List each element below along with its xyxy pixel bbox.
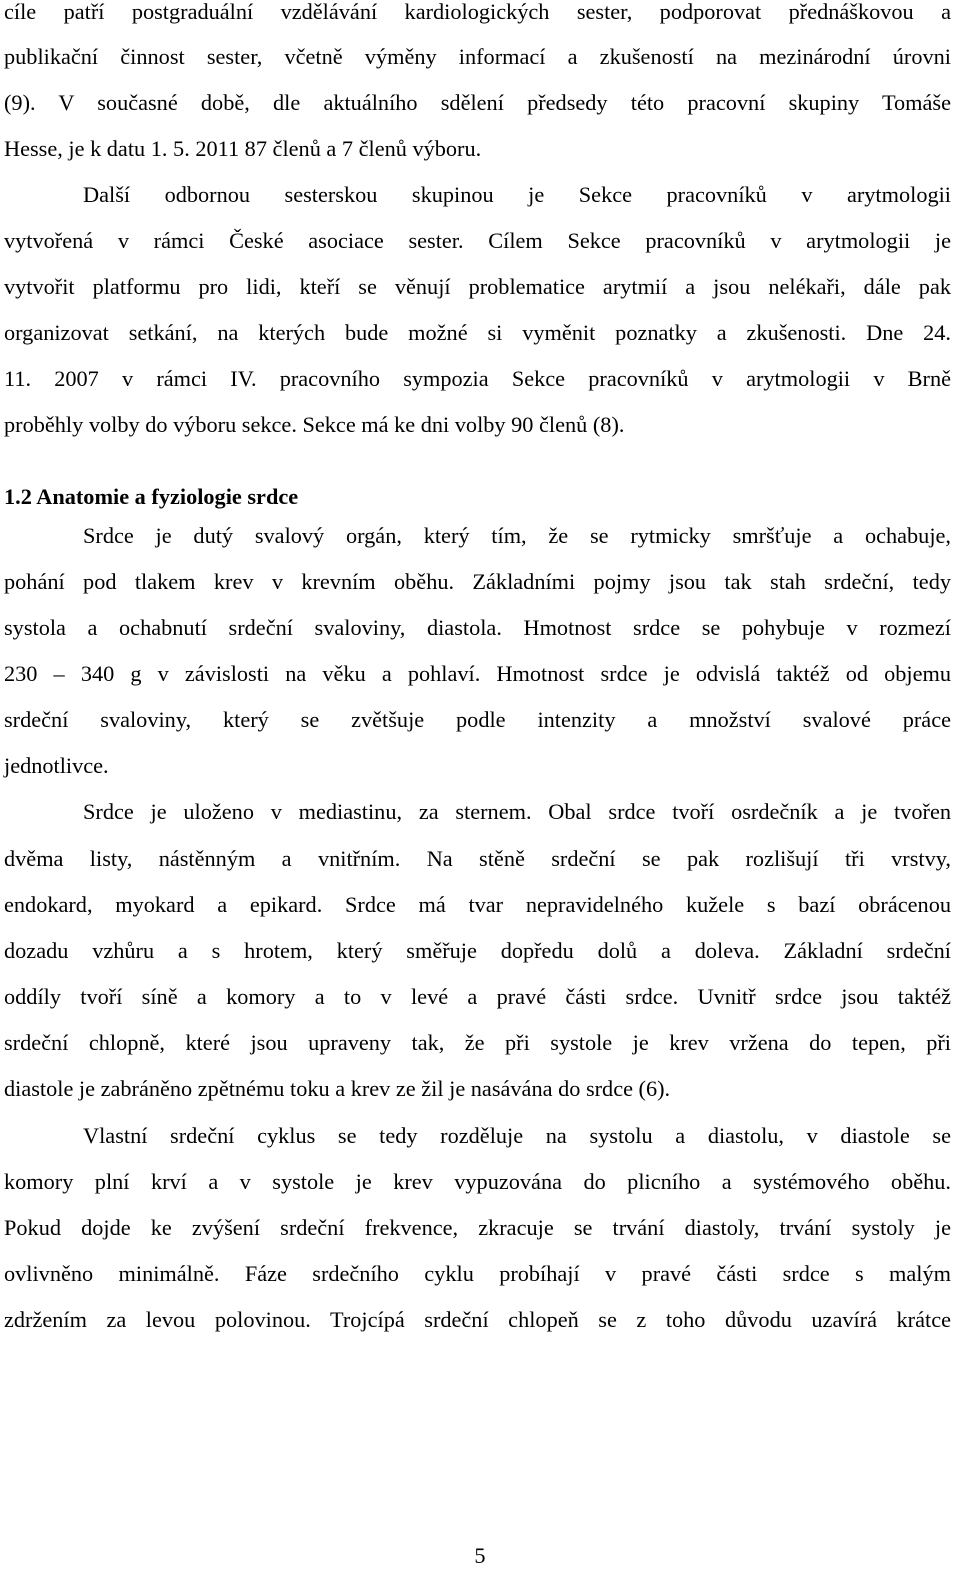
text-line: ovlivněno minimálně. Fáze srdečního cyklu probíhají v pravé části srdce s malým [4,1261,951,1286]
text-line: Další odbornou sesterskou skupinou je Sekce pracovníků v arytmologii [83,182,951,207]
text-line: pohání pod tlakem krev v krevním oběhu. Základními pojmy jsou tak stah srdeční, tedy [4,569,951,594]
text-line: dozadu vzhůru a s hrotem, který směřuje dopředu dolů a doleva. Základní srdeční [4,938,951,963]
text-line: organizovat setkání, na kterých bude možné si vyměnit poznatky a zkušenosti. Dne 24. [4,320,951,345]
text-line: Vlastní srdeční cyklus se tedy rozděluje na systolu a diastolu, v diastole se [83,1123,951,1148]
text-line: Pokud dojde ke zvýšení srdeční frekvence, zkracuje se trvání diastoly, trvání systoly je [4,1215,951,1240]
text-line: diastole je zabráněno zpětnému toku a krev ze žil je nasávána do srdce (6). [4,1076,671,1101]
text-line: systola a ochabnutí srdeční svaloviny, diastola. Hmotnost srdce se pohybuje v rozmezí [4,615,951,640]
text-line: proběhly volby do výboru sekce. Sekce má ke dni volby 90 členů (8). [4,412,625,437]
text-line: vytvořit platformu pro lidi, kteří se věnují problematice arytmií a jsou nelékaři, dále pak [4,274,951,299]
text-line: vytvořená v rámci České asociace sester. Cílem Sekce pracovníků v arytmologii je [4,228,951,253]
text-line: zdržením za levou polovinou. Trojcípá srdeční chlopeň se z toho důvodu uzavírá krátce [4,1307,951,1332]
section-heading: 1.2 Anatomie a fyziologie srdce [4,484,299,509]
text-line: oddíly tvoří síně a komory a to v levé a pravé části srdce. Uvnitř srdce jsou taktéž [4,984,951,1009]
text-line: Srdce je dutý svalový orgán, který tím, že se rytmicky smršťuje a ochabuje, [83,523,951,548]
text-line: 11. 2007 v rámci IV. pracovního sympozia Sekce pracovníků v arytmologii v Brně [4,366,951,391]
text-line: jednotlivce. [4,753,109,778]
text-line: srdeční chlopně, které jsou upraveny tak, že při systole je krev vržena do tepen, při [4,1030,951,1055]
text-line: cíle patří postgraduální vzdělávání kardiologických sester, podporovat přednáškovou a [4,0,951,24]
text-line: publikační činnost sester, včetně výměny informací a zkušeností na mezinárodní úrovni [4,44,951,69]
text-line: Hesse, je k datu 1. 5. 2011 87 členů a 7 členů výboru. [4,136,482,161]
text-line: Srdce je uloženo v mediastinu, za sternem. Obal srdce tvoří osrdečník a je tvořen [83,799,951,824]
text-line: srdeční svaloviny, který se zvětšuje podle intenzity a množství svalové práce [4,707,951,732]
text-line: komory plní krví a v systole je krev vypuzována do plicního a systémového oběhu. [4,1169,951,1194]
text-line: endokard, myokard a epikard. Srdce má tvar nepravidelného kužele s bazí obrácenou [4,892,951,917]
text-line: dvěma listy, nástěnným a vnitřním. Na stěně srdeční se pak rozlišují tři vrstvy, [4,846,951,871]
page-number: 5 [474,1543,486,1568]
text-line: (9). V současné době, dle aktuálního sdělení předsedy této pracovní skupiny Tomáše [4,90,951,115]
text-line: 230 – 340 g v závislosti na věku a pohlaví. Hmotnost srdce je odvislá taktéž od objemu [4,661,951,686]
